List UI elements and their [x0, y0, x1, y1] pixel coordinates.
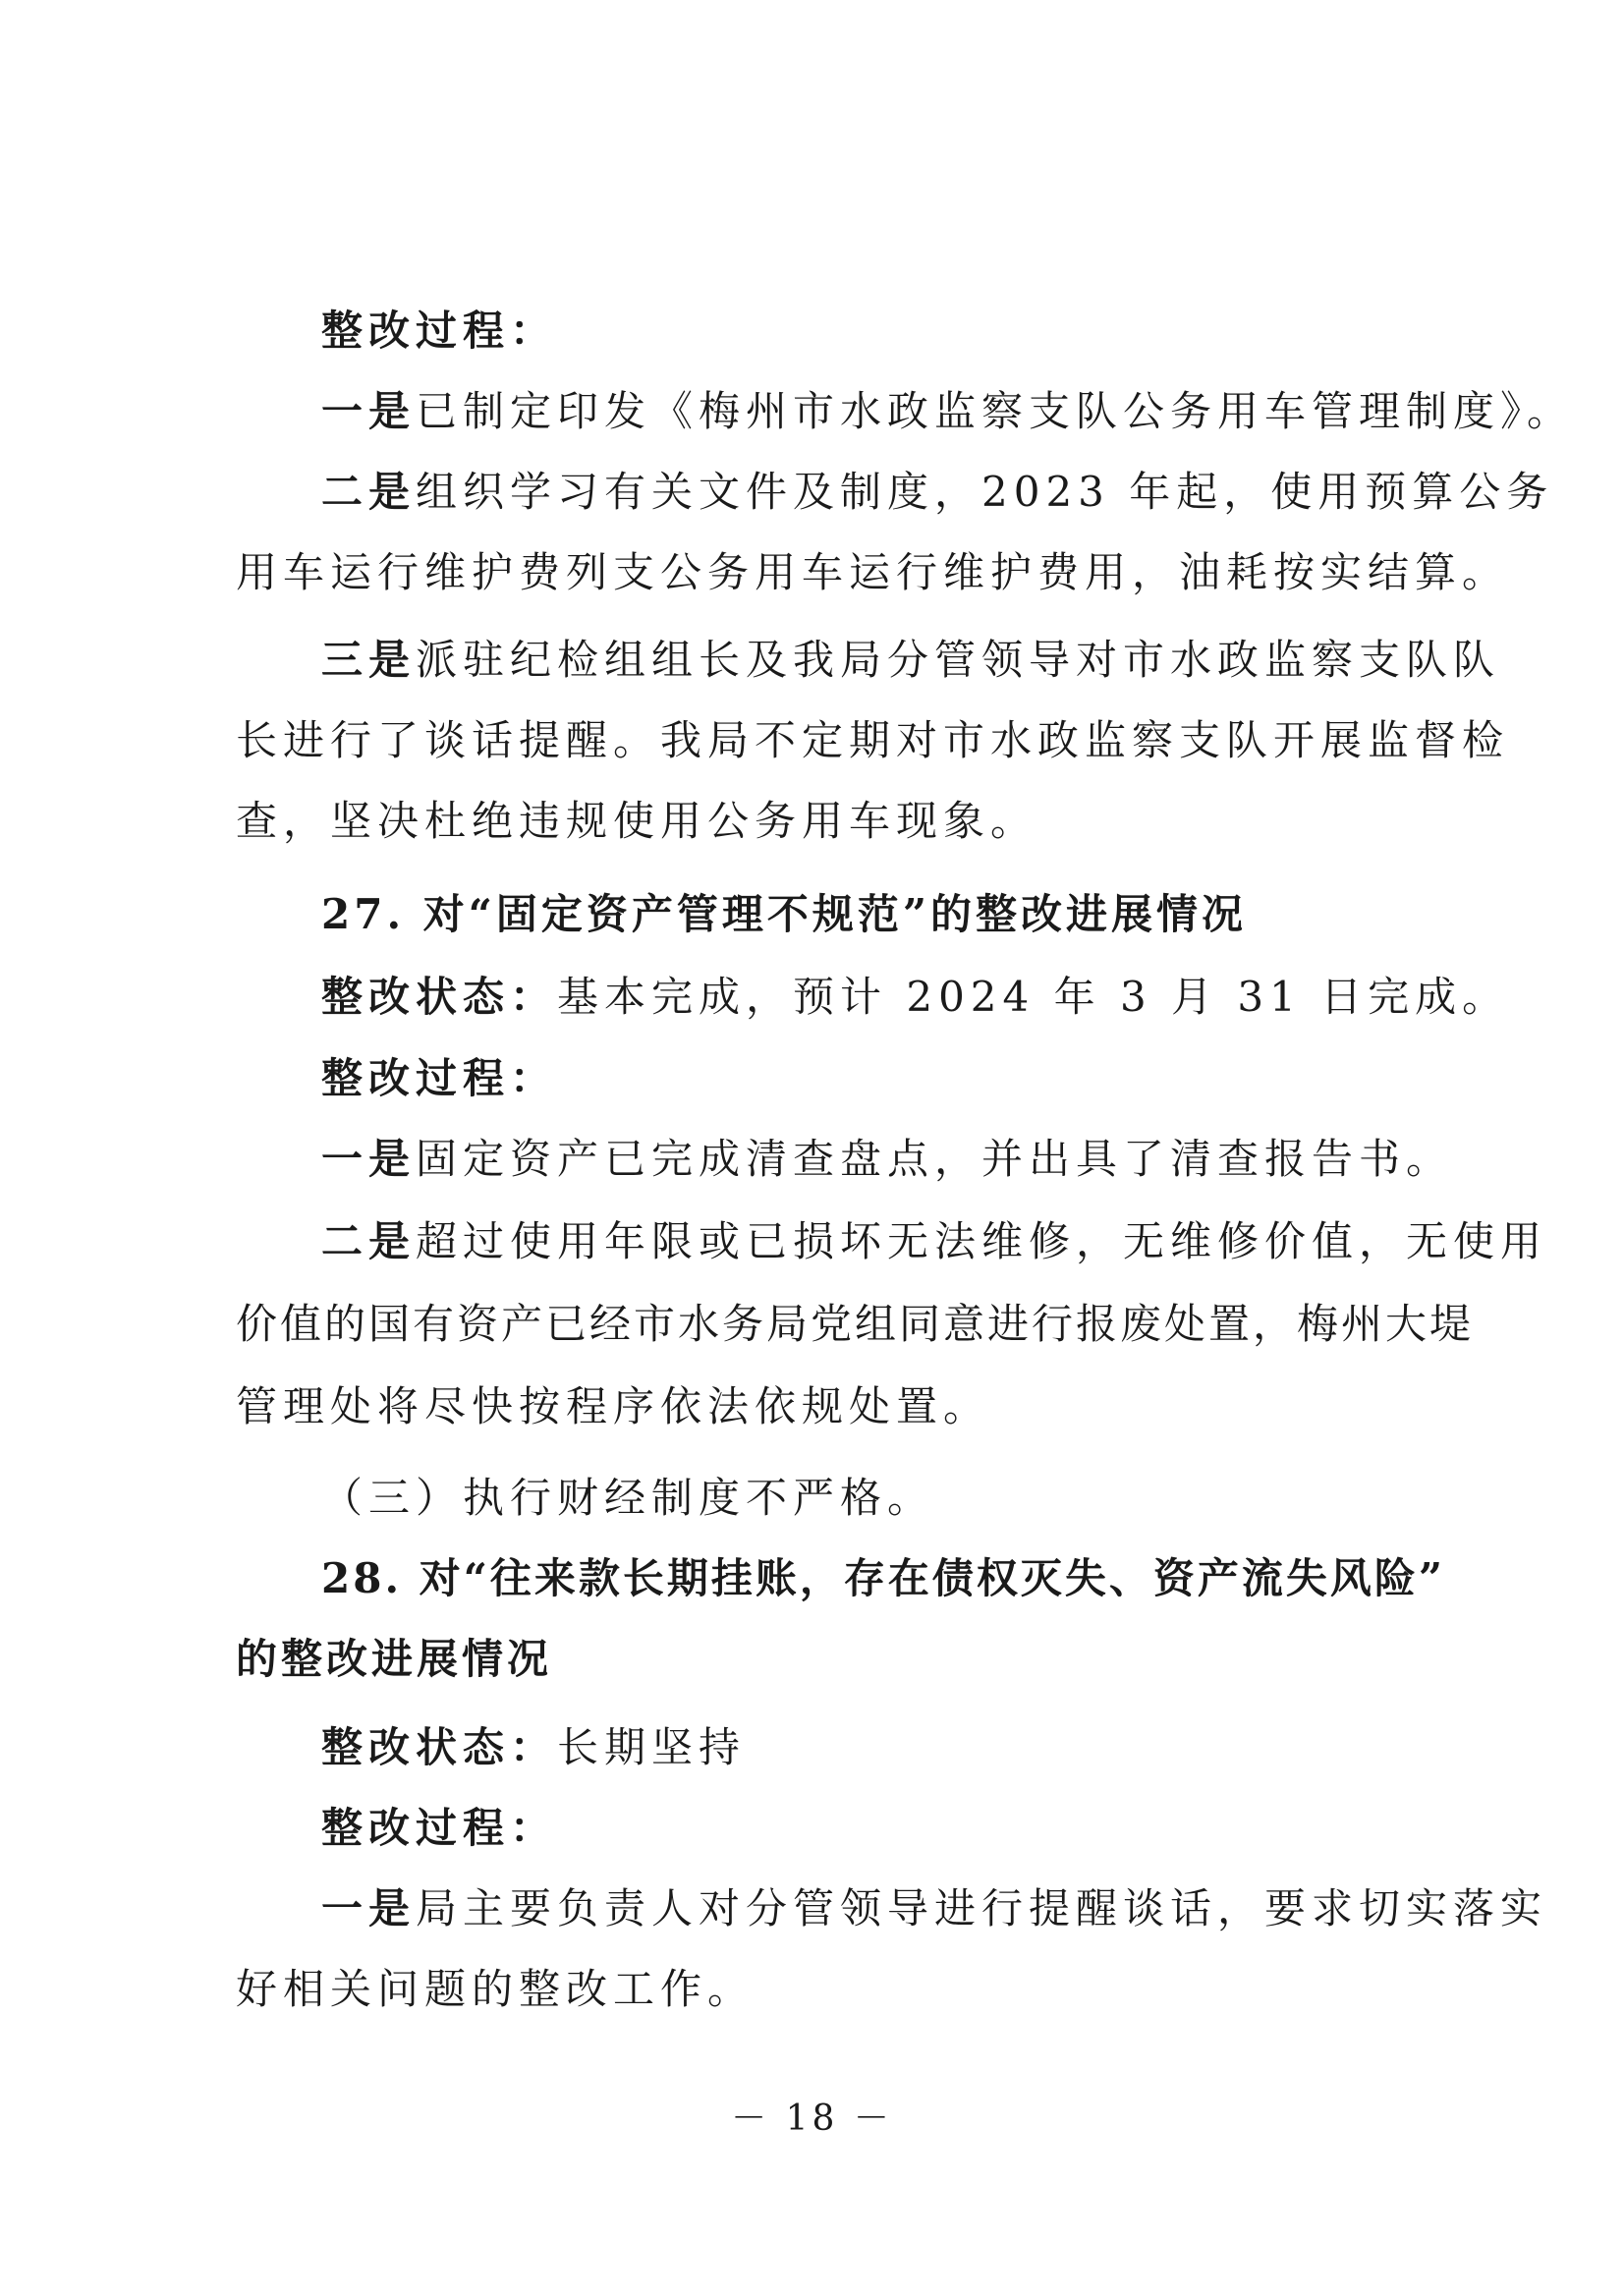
item-27-status-text: 基本完成，预计 2024 年 3 月 31 日完成。 [557, 973, 1510, 1021]
paragraph-3-line-1 [321, 634, 1500, 687]
paragraph-1-line-1 [321, 385, 1574, 438]
item-28-title-line-1: 28. 对“往来款长期挂账，存在债权灭失、资产流失风险” [321, 1554, 1446, 1602]
item-27-paragraph-1-prefix: 一是 [321, 1135, 417, 1183]
paragraph-1-text: 已制定印发《梅州市水政监察支队公务用车管理制度》。 [416, 387, 1575, 435]
item-28-paragraph-1-text: 局主要负责人对分管领导进行提醒谈话，要求切实落实 [416, 1884, 1548, 1932]
paragraph-3-line-2: 长进行了谈话提醒。我局不定期对市水政监察支队开展监督检 [236, 716, 1510, 764]
paragraph-3-prefix: 三是 [321, 636, 417, 684]
item-27-status-label: 整改状态： [321, 973, 558, 1021]
page-number: － 18 － [731, 2099, 893, 2139]
section-heading-process: 整改过程： [321, 307, 558, 355]
item-27-paragraph-2-text: 超过使用年限或已损坏无法维修，无维修价值，无使用 [416, 1217, 1548, 1265]
item-27-paragraph-2-line-2: 价值的国有资产已经市水务局党组同意进行报废处置，梅州大堤 [236, 1300, 1475, 1348]
item-28-title-line-2: 的整改进展情况 [236, 1635, 553, 1683]
item-28-status-text: 长期坚持 [557, 1723, 747, 1771]
item-27-paragraph-2-line-1 [321, 1215, 1547, 1268]
paragraph-3-text: 派驻纪检组组长及我局分管领导对市水政监察支队队 [416, 636, 1501, 684]
item-27-paragraph-1 [321, 1133, 1453, 1186]
item-28-paragraph-1-prefix: 一是 [321, 1884, 417, 1932]
subsection-3-heading: （三）执行财经制度不严格。 [321, 1474, 935, 1522]
item-28-status [321, 1721, 746, 1774]
item-28-process-heading: 整改过程： [321, 1804, 558, 1852]
item-28-paragraph-1-line-2: 好相关问题的整改工作。 [236, 1965, 756, 2013]
paragraph-1-prefix: 一是 [321, 387, 417, 435]
item-27-process-heading: 整改过程： [321, 1054, 558, 1102]
paragraph-2-text: 组织学习有关文件及制度，2023 年起，使用预算公务 [416, 468, 1554, 516]
item-27-paragraph-2-prefix: 二是 [321, 1217, 417, 1265]
paragraph-3-line-3: 查，坚决杜绝违规使用公务用车现象。 [236, 797, 1038, 845]
item-28-paragraph-1-line-1 [321, 1882, 1547, 1935]
item-27-title: 27. 对“固定资产管理不规范”的整改进展情况 [321, 890, 1248, 938]
item-27-paragraph-1-text: 固定资产已完成清查盘点，并出具了清查报告书。 [416, 1135, 1454, 1183]
paragraph-2-line-2: 用车运行维护费列支公务用车运行维护费用，油耗按实结算。 [236, 548, 1510, 596]
paragraph-2-line-1 [321, 466, 1553, 519]
item-27-status [321, 971, 1509, 1024]
item-27-paragraph-2-line-3: 管理处将尽快按程序依法依规处置。 [236, 1382, 991, 1430]
paragraph-2-prefix: 二是 [321, 468, 417, 516]
item-28-status-label: 整改状态： [321, 1723, 558, 1771]
